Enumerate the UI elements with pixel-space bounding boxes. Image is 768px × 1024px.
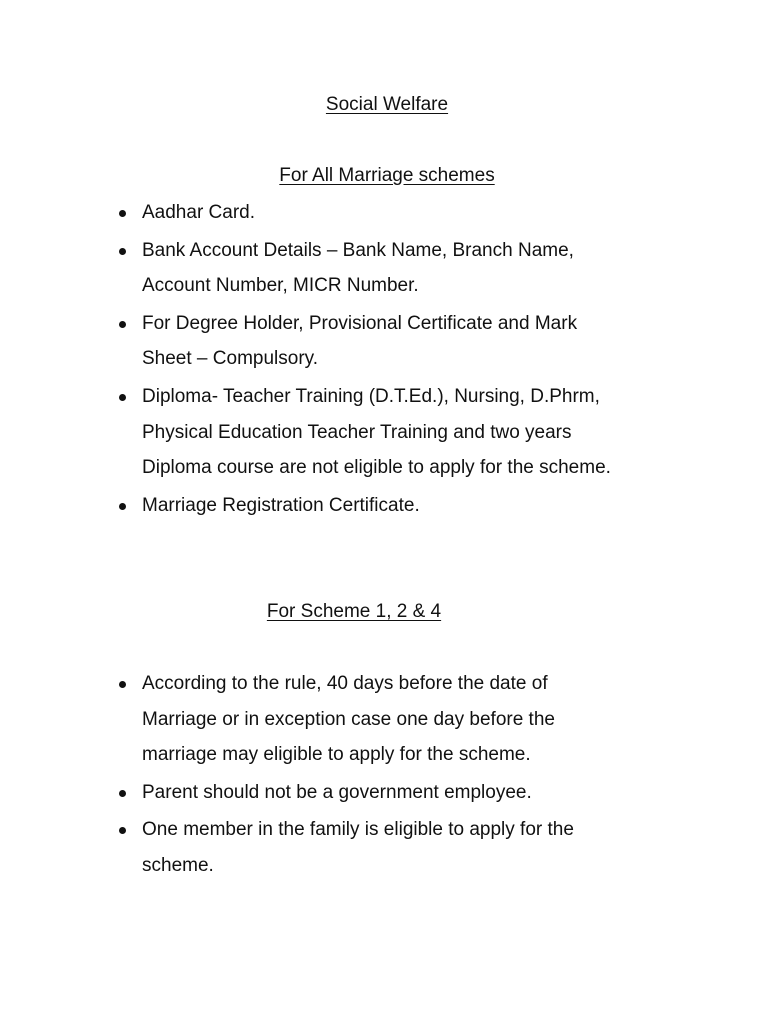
document-title — [3, 93, 768, 117]
requirements-list-all-schemes — [0, 195, 768, 525]
list-item-text: According to the rule, 40 days before the date of Marriage or in exception case one day before the marriage may eligible to apply for the scheme. — [142, 673, 555, 766]
list-item — [0, 812, 768, 883]
section-heading-text: For All Marriage schemes — [279, 165, 495, 186]
section-heading-text: For Scheme 1, 2 & 4 — [266, 601, 442, 622]
list-item — [0, 775, 768, 811]
list-item-text: One member in the family is eligible to apply for the scheme. — [142, 819, 574, 876]
bullet-icon — [119, 394, 126, 401]
bullet-icon — [119, 210, 126, 217]
document-title-text: Social Welfare — [325, 94, 449, 115]
bullet-icon — [119, 321, 126, 328]
bullet-icon — [119, 790, 126, 797]
bullet-icon — [119, 248, 126, 255]
list-item-text: For Degree Holder, Provisional Certificate and Mark Sheet – Compulsory. — [142, 312, 578, 370]
list-item — [0, 195, 768, 231]
section-heading-all-marriage-schemes — [3, 164, 768, 188]
list-item-text: Parent should not be a government employee. — [142, 781, 532, 803]
section-heading-scheme-1-2-4 — [0, 600, 738, 624]
bullet-icon — [119, 827, 126, 834]
list-item — [0, 488, 768, 524]
list-item — [0, 666, 768, 773]
list-item — [0, 379, 768, 486]
list-item — [0, 306, 768, 377]
list-item-text: Bank Account Details – Bank Name, Branch Name, Account Number, MICR Number. — [142, 239, 574, 297]
list-item-text: Marriage Registration Certificate. — [142, 494, 420, 516]
list-item — [0, 233, 768, 304]
bullet-icon — [119, 681, 126, 688]
bullet-icon — [119, 503, 126, 510]
list-item-text: Aadhar Card. — [142, 202, 256, 223]
list-item-text: Diploma- Teacher Training (D.T.Ed.), Nursing, D.Phrm, Physical Education Teacher Training and two years Diploma course are not eligible to apply for the scheme. — [142, 385, 611, 479]
requirements-list-scheme-1-2-4 — [0, 666, 768, 886]
